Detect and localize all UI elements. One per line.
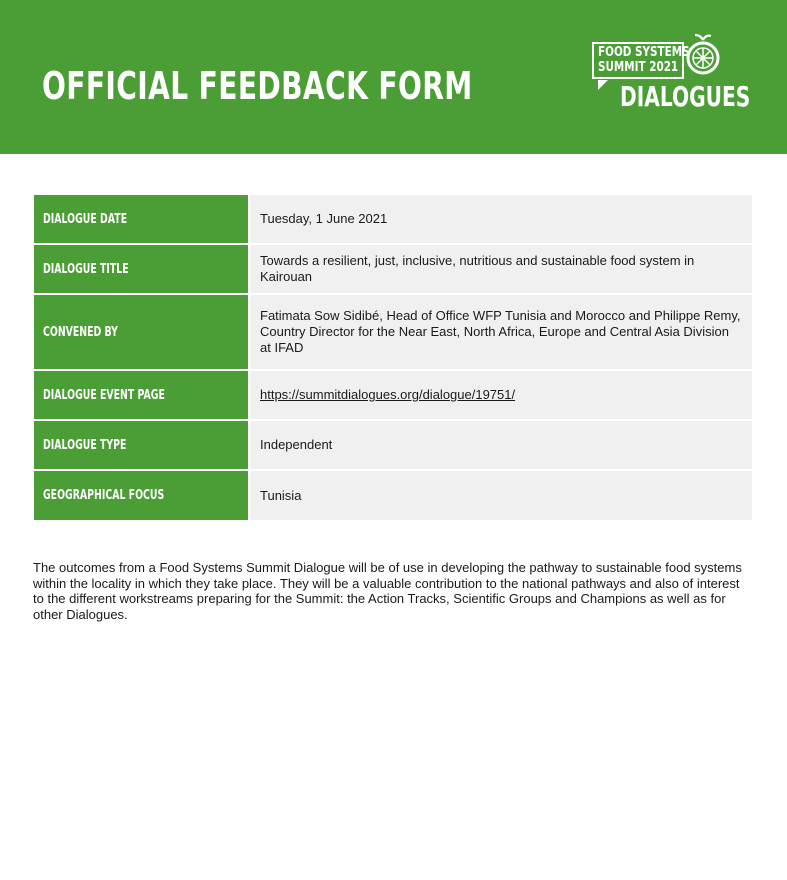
logo-line-1: FOOD SYSTEMS xyxy=(598,45,690,60)
logo-line-2: SUMMIT 2021 xyxy=(598,60,679,75)
row-label-cell xyxy=(34,471,248,520)
intro-paragraph: The outcomes from a Food Systems Summit Dialogue will be of use in developing the pathway to sustainable food systems within the locality in which they take place. They will be a valuable contribution to the national pathways and also of interest to the different workstreams preparing for the Summit: the Action Tracks, Scientific Groups and Champions as well as for other Dialogues. xyxy=(33,560,742,622)
row-label: DIALOGUE TITLE xyxy=(43,261,129,277)
table-row xyxy=(34,471,752,520)
row-label-cell xyxy=(34,245,248,293)
row-label: DIALOGUE EVENT PAGE xyxy=(43,387,165,403)
table-row xyxy=(34,421,752,471)
orange-slice-icon xyxy=(685,32,721,76)
event-page-link[interactable]: https://summitdialogues.org/dialogue/19751/ xyxy=(260,387,516,402)
logo-dialogues-text: DIALOGUES xyxy=(620,80,751,113)
row-label: CONVENED BY xyxy=(43,324,118,340)
logo-bubble-tail xyxy=(598,80,608,90)
row-value-cell xyxy=(250,371,752,419)
row-label-cell xyxy=(34,195,248,243)
table-row xyxy=(34,295,752,371)
header-banner xyxy=(0,0,787,154)
row-value: Tunisia xyxy=(250,471,752,520)
logo-speech-bubble xyxy=(592,42,690,79)
row-value: Towards a resilient, just, inclusive, nutritious and sustainable food system in Kairouan xyxy=(250,245,752,293)
row-label: GEOGRAPHICAL FOCUS xyxy=(43,488,165,503)
row-value: Independent xyxy=(250,421,752,469)
row-label: DIALOGUE TYPE xyxy=(43,437,127,453)
row-label-cell xyxy=(34,295,248,369)
summit-logo[interactable] xyxy=(592,32,752,114)
page-title: OFFICIAL FEEDBACK FORM xyxy=(42,64,473,108)
row-label-cell xyxy=(34,421,248,469)
table-row xyxy=(34,371,752,421)
row-label: DIALOGUE DATE xyxy=(43,211,128,227)
table-row xyxy=(34,245,752,295)
table-row xyxy=(34,195,752,245)
row-value: Tuesday, 1 June 2021 xyxy=(250,195,752,243)
row-value: Fatimata Sow Sidibé, Head of Office WFP Tunisia and Morocco and Philippe Remy, Country Director for the Near East, North Africa, Europe and Central Asia Division at IFAD xyxy=(250,295,752,369)
row-label-cell xyxy=(34,371,248,419)
dialogue-info-table xyxy=(34,195,752,520)
